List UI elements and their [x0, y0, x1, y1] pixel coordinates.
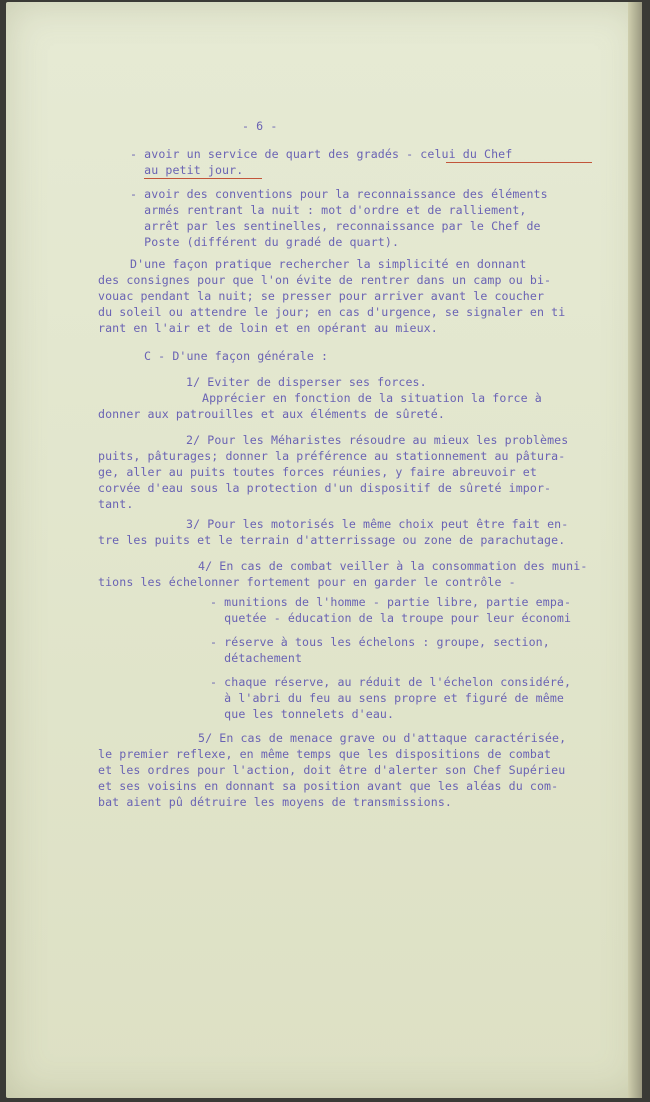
list-item: détachement — [210, 651, 303, 665]
text-line: - avoir un service de quart des gradés - celui du Chef — [130, 147, 513, 161]
text-line: tions les échelonner fortement pour en garder le contrôle - — [98, 575, 516, 589]
list-item: - réserve à tous les échelons : groupe, section, — [210, 635, 550, 649]
page-edge-shadow — [628, 2, 642, 1098]
text-line: armés rentrant la nuit : mot d'ordre et de ralliement, — [130, 203, 527, 217]
text-line: rant en l'air et de loin et en opérant au mieux. — [98, 321, 438, 335]
red-underline — [144, 178, 262, 179]
text-line: tant. — [98, 497, 134, 511]
text-line: 5/ En cas de menace grave ou d'attaque caractérisée, — [198, 731, 567, 745]
text-line: 2/ Pour les Méharistes résoudre au mieux les problèmes — [186, 433, 569, 447]
text-line: au petit jour. — [130, 163, 244, 177]
text-line: donner aux patrouilles et aux éléments de sûreté. — [98, 407, 445, 421]
text-line: 1/ Eviter de disperser ses forces. — [186, 375, 427, 389]
text-line: des consignes pour que l'on évite de rentrer dans un camp ou bi- — [98, 273, 552, 287]
text-line: le premier reflexe, en même temps que les dispositions de combat — [98, 747, 552, 761]
text-line: Apprécier en fonction de la situation la force à — [202, 391, 542, 405]
list-item: que les tonnelets d'eau. — [210, 707, 395, 721]
text-line: arrêt par les sentinelles, reconnaissance par le Chef de — [130, 219, 541, 233]
page-number: - 6 - — [242, 119, 278, 133]
text-line: bat aient pû détruire les moyens de transmissions. — [98, 795, 453, 809]
text-line: 3/ Pour les motorisés le même choix peut être fait en- — [186, 517, 569, 531]
list-item: - chaque réserve, au réduit de l'échelon considéré, — [210, 675, 572, 689]
text-line: tre les puits et le terrain d'atterrissage ou zone de parachutage. — [98, 533, 566, 547]
text-line: 4/ En cas de combat veiller à la consommation des muni- — [198, 559, 588, 573]
red-underline — [446, 162, 592, 163]
text-line: vouac pendant la nuit; se presser pour arriver avant le coucher — [98, 289, 545, 303]
text-line: du soleil ou attendre le jour; en cas d'urgence, se signaler en ti — [98, 305, 566, 319]
text-line: corvée d'eau sous la protection d'un dispositif de sûreté impor- — [98, 481, 552, 495]
text-line: puits, pâturages; donner la préférence au stationnement au pâtura- — [98, 449, 566, 463]
document-page — [6, 2, 642, 1098]
list-item: à l'abri du feu au sens propre et figuré de même — [210, 691, 565, 705]
list-item: - munitions de l'homme - partie libre, partie empa- — [210, 595, 572, 609]
text-line: ge, aller au puits toutes forces réunies, y faire abreuvoir et — [98, 465, 537, 479]
list-item: quetée - éducation de la troupe pour leur économi — [210, 611, 572, 625]
section-heading: C - D'une façon générale : — [144, 349, 329, 363]
text-line: D'une façon pratique rechercher la simplicité en donnant — [130, 257, 527, 271]
text-line: et les ordres pour l'action, doit être d'alerter son Chef Supérieu — [98, 763, 566, 777]
text-line: et ses voisins en donnant sa position avant que les aléas du com- — [98, 779, 559, 793]
text-line: Poste (différent du gradé de quart). — [130, 235, 400, 249]
text-line: - avoir des conventions pour la reconnaissance des éléments — [130, 187, 548, 201]
